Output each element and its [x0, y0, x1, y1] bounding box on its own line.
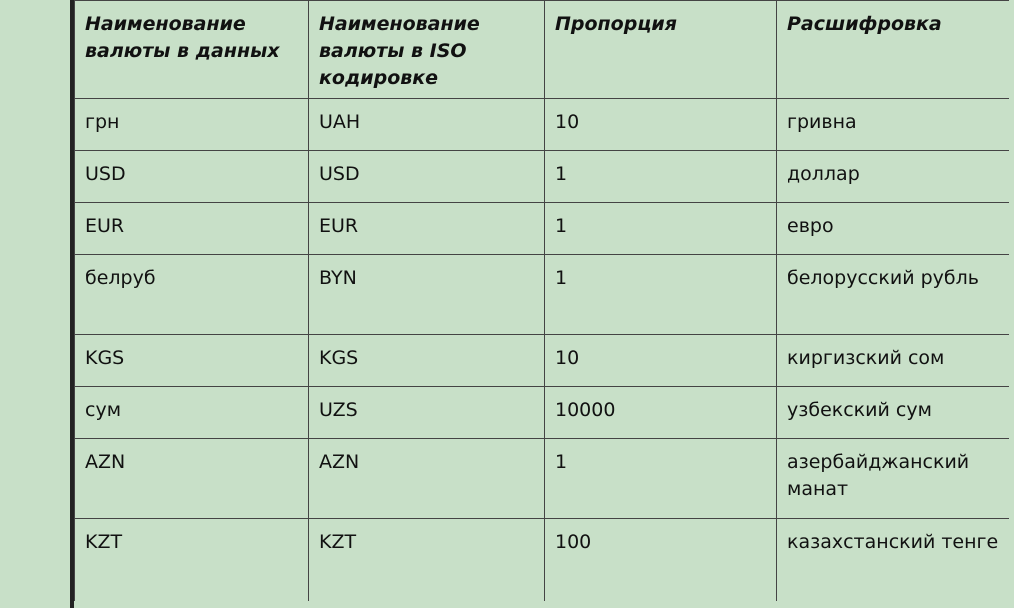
cell-data-name: сум [75, 387, 309, 439]
cell-data-name: грн [75, 99, 309, 151]
cell-proportion: 10 [545, 99, 777, 151]
cell-iso-code: USD [309, 151, 545, 203]
cell-iso-code: EUR [309, 203, 545, 255]
cell-proportion: 10000 [545, 387, 777, 439]
cell-proportion: 100 [545, 519, 777, 601]
cell-decoding: белорусский рубль [777, 255, 1009, 335]
currency-mapping-table [74, 0, 1009, 601]
cell-data-name: KZT [75, 519, 309, 601]
cell-iso-code: KZT [309, 519, 545, 601]
cell-decoding: доллар [777, 151, 1009, 203]
cell-data-name: USD [75, 151, 309, 203]
table-row [75, 203, 1009, 255]
header-currency-name-iso: Наименование валюты в ISO кодировке [309, 1, 545, 99]
table-header-row [75, 1, 1009, 99]
header-decoding: Расшифровка [777, 1, 1009, 99]
table-row [75, 439, 1009, 519]
cell-proportion: 1 [545, 255, 777, 335]
cell-decoding: азербайджанский манат [777, 439, 1009, 519]
cell-iso-code: BYN [309, 255, 545, 335]
table-row [75, 387, 1009, 439]
cell-proportion: 10 [545, 335, 777, 387]
header-currency-name-in-data: Наименование валюты в данных [75, 1, 309, 99]
cell-proportion: 1 [545, 203, 777, 255]
left-margin-strip [0, 0, 70, 608]
cell-iso-code: UAH [309, 99, 545, 151]
cell-decoding: евро [777, 203, 1009, 255]
table-row [75, 335, 1009, 387]
cell-proportion: 1 [545, 151, 777, 203]
table-row [75, 255, 1009, 335]
cell-data-name: белруб [75, 255, 309, 335]
cell-decoding: казахстанский тенге [777, 519, 1009, 601]
cell-decoding: гривна [777, 99, 1009, 151]
table-row [75, 151, 1009, 203]
cell-proportion: 1 [545, 439, 777, 519]
cell-iso-code: AZN [309, 439, 545, 519]
table-row [75, 519, 1009, 601]
cell-data-name: EUR [75, 203, 309, 255]
cell-data-name: AZN [75, 439, 309, 519]
header-proportion: Пропорция [545, 1, 777, 99]
cell-data-name: KGS [75, 335, 309, 387]
table-row [75, 99, 1009, 151]
cell-iso-code: UZS [309, 387, 545, 439]
cell-decoding: киргизский сом [777, 335, 1009, 387]
cell-iso-code: KGS [309, 335, 545, 387]
cell-decoding: узбекский сум [777, 387, 1009, 439]
